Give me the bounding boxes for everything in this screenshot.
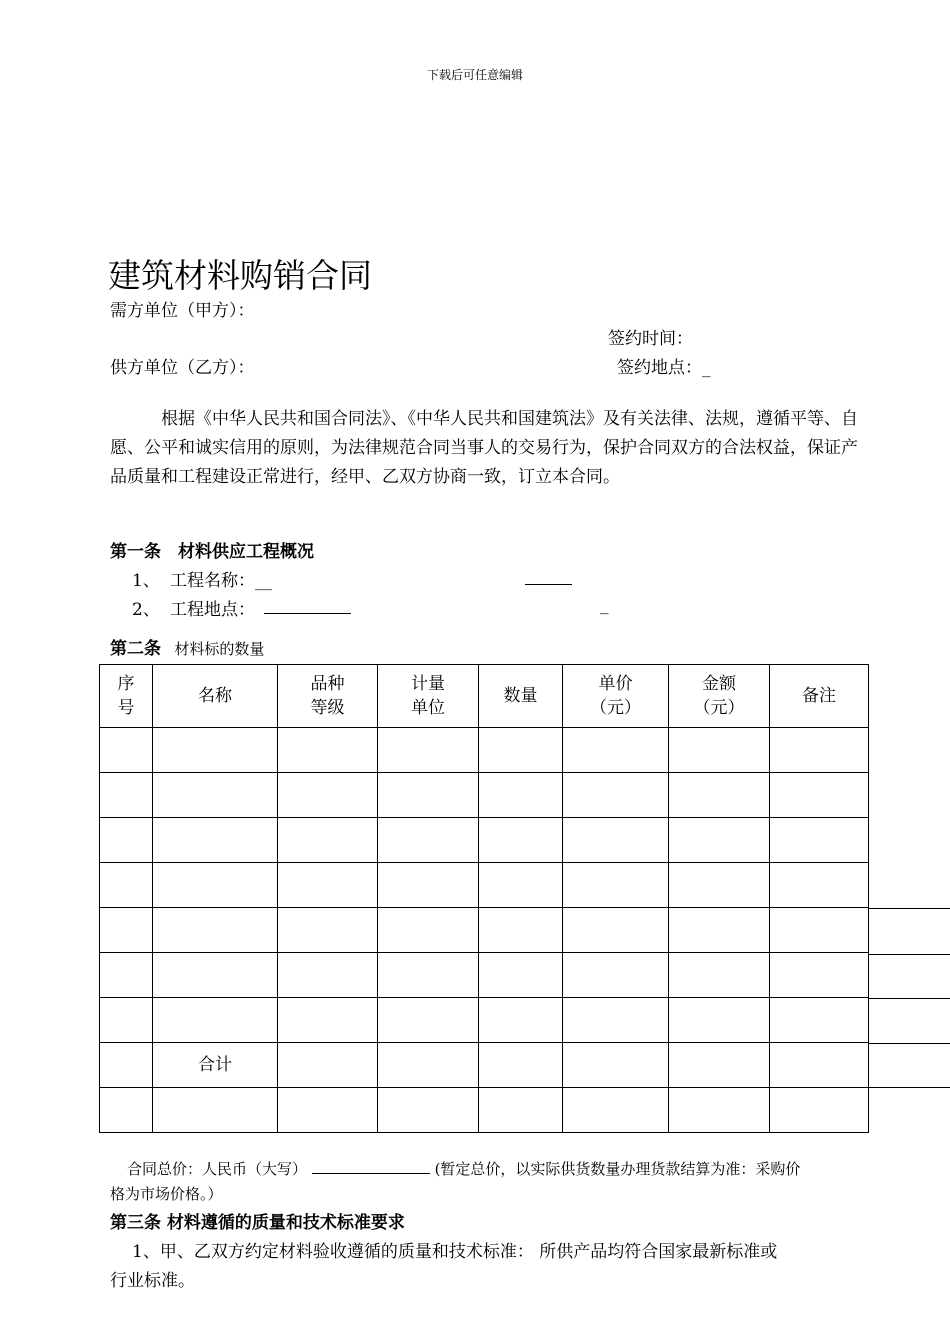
table-row <box>100 773 869 818</box>
article1-item2-number: 2、 <box>132 600 160 620</box>
table-row <box>100 728 869 773</box>
table-overflow-cell <box>868 1043 950 1088</box>
document-title: 建筑材料购销合同 <box>108 256 372 295</box>
header-cell-serial: 序 号 <box>100 665 153 728</box>
materials-table <box>99 664 869 1133</box>
table-row <box>100 998 869 1043</box>
table-header-row <box>100 665 869 728</box>
article3-line2: 行业标准。 <box>110 1271 195 1291</box>
header-cell-grade: 品种 等级 <box>278 665 378 728</box>
header-cell-unit-price: 单价 （元） <box>563 665 669 728</box>
project-location-underline <box>264 595 351 614</box>
header-cell-quantity: 数量 <box>479 665 563 728</box>
table-row <box>100 818 869 863</box>
total-price-label: 合同总价：人民币（大写） <box>127 1160 308 1178</box>
table-row <box>100 908 869 953</box>
table-row <box>100 953 869 998</box>
sign-time-label: 签约时间： <box>608 329 693 349</box>
article2-heading-number: 第二条 <box>110 639 161 659</box>
article1-item1-number: 1、 <box>132 571 160 591</box>
article3-heading: 第三条 材料遵循的质量和技术标准要求 <box>110 1213 405 1233</box>
total-price-underline <box>312 1156 430 1174</box>
article1-item2-trail: _ <box>600 595 609 615</box>
header-cell-amount: 金额 （元） <box>669 665 770 728</box>
article1-item2-label: 工程地点： <box>170 600 255 620</box>
total-label: 合计 <box>153 1043 278 1088</box>
header-cell-remarks: 备注 <box>770 665 869 728</box>
table-row <box>100 863 869 908</box>
article1-item1-label: 工程名称：__ <box>170 571 272 591</box>
article2-heading-text: 材料标的数量 <box>174 640 265 658</box>
intro-paragraph: 根据《中华人民共和国合同法》、《中华人民共和国建筑法》及有关法律、法规，遵循平等、自愿、公平和诚实信用的原则，为法律规范合同当事人的交易行为，保护合同双方的合法权益，保证产品质量和工程建设正常进行，经甲、乙双方协商一致，订立本合同。 <box>110 409 858 487</box>
header-cell-name: 名称 <box>153 665 278 728</box>
buyer-label: 需方单位（甲方）： <box>110 301 255 321</box>
article1-heading: 第一条 材料供应工程概况 <box>110 542 314 562</box>
seller-label: 供方单位（乙方）： <box>110 358 255 378</box>
table-total-row <box>100 1043 869 1088</box>
header-cell-unit: 计量 单位 <box>378 665 479 728</box>
total-price-line <box>127 1156 800 1179</box>
total-price-note: (暂定总价，以实际供货数量办理货款结算为准：采购价 <box>434 1160 801 1178</box>
table-overflow-cell <box>868 998 950 1044</box>
article2-heading <box>110 634 264 659</box>
sign-place-label: 签约地点：_ <box>617 358 711 378</box>
table-overflow-cell <box>868 953 950 999</box>
total-price-note2: 格为市场价格。） <box>110 1185 223 1203</box>
project-name-underline <box>525 566 572 585</box>
table-overflow-cell <box>868 908 950 955</box>
article3-line1: 1、甲、乙双方约定材料验收遵循的质量和技术标准： 所供产品均符合国家最新标准或 <box>132 1242 778 1262</box>
header-note: 下载后可任意编辑 <box>426 68 523 82</box>
table-row <box>100 1088 869 1133</box>
